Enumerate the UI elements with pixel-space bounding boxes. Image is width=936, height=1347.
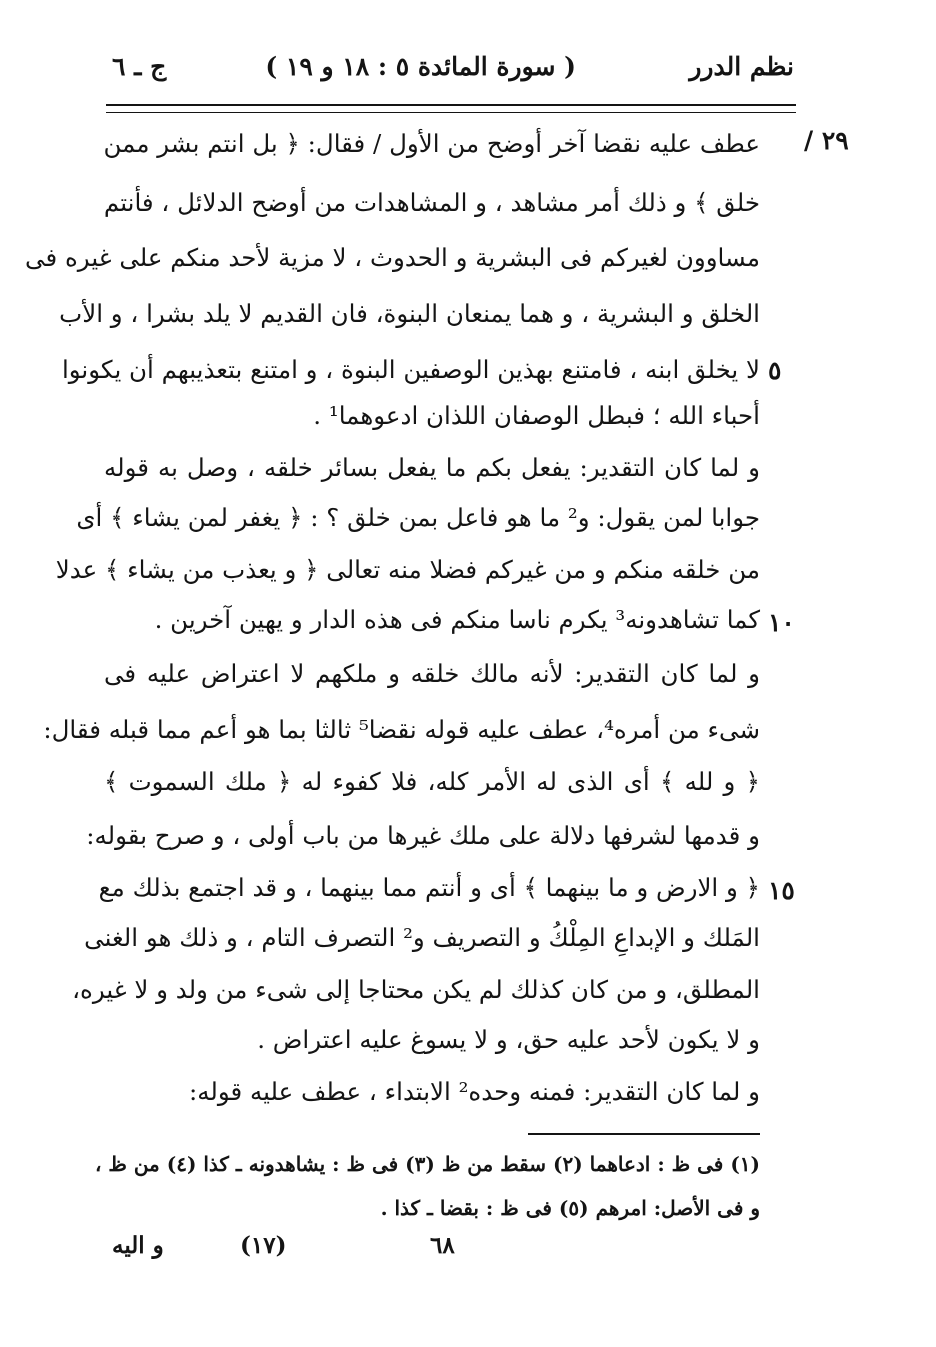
line-number-10: ١٠: [768, 608, 795, 637]
folio-marker: ٢٩ /: [804, 126, 849, 155]
volume-label: ج ـ ٦: [112, 52, 167, 81]
footnote-line: و فى الأصل: امرهم (٥) فى ظ : بقضا ـ كذا .: [380, 1196, 760, 1220]
text-line: أحباء الله ؛ فبطل الوصفان اللذان ادعوهما¹ .: [313, 401, 760, 430]
text-line: جوابا لمن يقول: و² ما هو فاعل بمن خلق ؟ : ﴿ يغفر لمن يشاء ﴾ أى: [76, 503, 760, 532]
text-line: المطلق، و من كان كذلك لم يكن محتاجا إلى شىء من ولد و لا غيره،: [72, 975, 760, 1004]
signature-mark: (١٧): [240, 1232, 287, 1259]
text-line: لا يخلق ابنه ، فامتنع بهذين الوصفين البنوة ، و امتنع بتعذيبهم أن يكونوا: [61, 355, 760, 384]
catchword: و اليه: [112, 1232, 164, 1259]
text-line: و لا يكون لأحد عليه حق، و لا يسوغ عليه اعتراض .: [257, 1025, 760, 1054]
text-line: و لما كان التقدير: يفعل بكم ما يفعل بسائر خلقه ، وصل به قوله: [104, 453, 760, 482]
sura-reference: ( سورة المائدة ٥ : ١٨ و ١٩ ): [265, 52, 576, 81]
text-line: من خلقه منكم و من غيركم فضلا منه تعالى ﴿ و يعذب من يشاء ﴾ عدلا: [55, 555, 760, 584]
text-line: المَلك و الإبداعِ المِلْكُ و التصريف و² التصرف التام ، و ذلك هو الغنى: [84, 923, 760, 952]
text-line: و قدمها لشرفها دلالة على ملك غيرها من باب أولى ، و صرح بقوله:: [86, 821, 760, 850]
header-rule-thin: [106, 112, 796, 113]
header-rule: [106, 104, 796, 106]
text-line: خلق ﴾ و ذلك أمر مشاهد ، و المشاهدات من أوضح الدلائل ، فأنتم: [103, 188, 760, 217]
text-line: عطف عليه نقضا آخر أوضح من الأول / فقال: ﴿ بل انتم بشر ممن: [103, 129, 760, 158]
running-title: نظم الدرر: [689, 52, 794, 81]
line-number-15: ١٥: [768, 876, 795, 905]
text-line: شىء من أمره⁴، عطف عليه قوله نقضا⁵ ثالثا بما هو أعم مما قبله فقال:: [43, 715, 760, 744]
text-line: الخلق و البشرية ، و هما يمنعان البنوة، فان القديم لا يلد بشرا ، و الأب: [59, 299, 760, 328]
text-line: و لما كان التقدير: فمنه وحده² الابتداء ، عطف عليه قوله:: [189, 1077, 760, 1106]
text-line: و لما كان التقدير: لأنه مالك خلقه و ملكهم لا اعتراض عليه فى: [104, 659, 760, 688]
footnote-rule: [528, 1133, 760, 1135]
text-line: كما تشاهدونه³ يكرم ناسا منكم فى هذه الدار و يهين آخرين .: [154, 605, 760, 634]
line-number-5: ٥: [768, 356, 782, 385]
footnote-line: (١) فى ظ : ادعاهما (٢) سقط من ظ (٣) فى ظ : يشاهدونه ـ كذا (٤) من ظ ،: [94, 1152, 760, 1176]
page-number: ٦٨: [430, 1232, 455, 1259]
text-line: ﴿ و لله ﴾ أى الذى له الأمر كله، فلا كفوء له ﴿ ملك السموت ﴾: [104, 767, 760, 796]
text-line: ﴿ و الارض و ما بينهما ﴾ أى و أنتم مما بينهما ، و قد اجتمع بذلك مع: [98, 873, 760, 902]
text-line: مساوون لغيركم فى البشرية و الحدوث ، لا مزية لأحد منكم على غيره فى: [25, 243, 760, 272]
